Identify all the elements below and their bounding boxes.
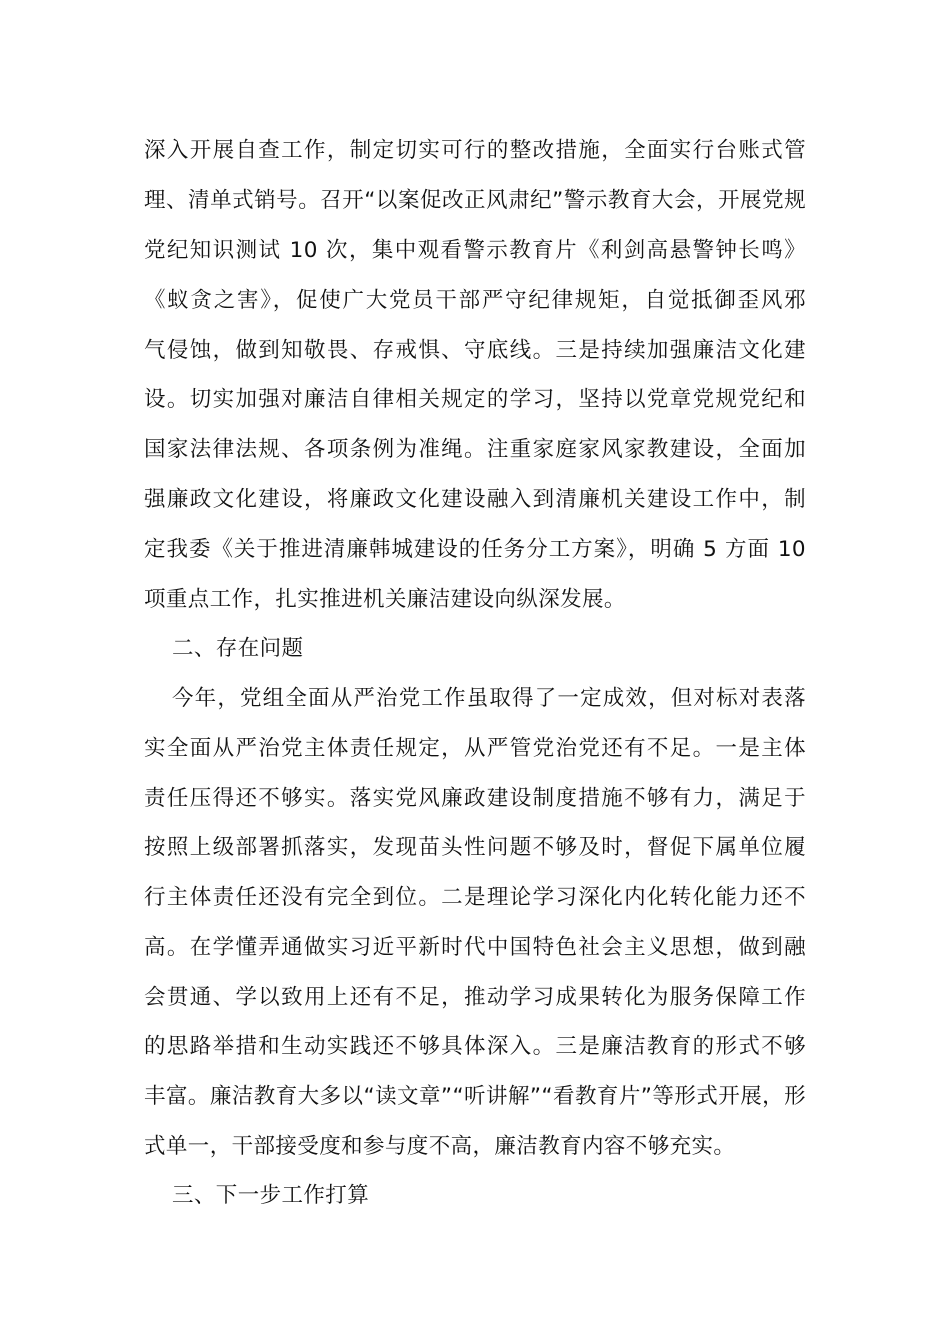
paragraph-line: 项重点工作，扎实推进机关廉洁建设向纵深发展。	[144, 587, 626, 612]
paragraph-line: 会贯通、学以致用上还有不足，推动学习成果转化为服务保障工作	[144, 985, 806, 1010]
paragraph-line: 强廉政文化建设，将廉政文化建设融入到清廉机关建设工作中，制	[144, 487, 806, 512]
paragraph-line: 丰富。廉洁教育大多以“读文章”“听讲解”“看教育片”等形式开展，形	[144, 1084, 806, 1109]
paragraph-line: 的思路举措和生动实践还不够具体深入。三是廉洁教育的形式不够	[144, 1034, 806, 1059]
paragraph-line: 设。切实加强对廉洁自律相关规定的学习，坚持以党章党规党纪和	[144, 387, 806, 412]
paragraph-line: 定我委《关于推进清廉韩城建设的任务分工方案》，明确 5 方面 10	[144, 537, 806, 562]
paragraph-line: 气侵蚀，做到知敬畏、存戒惧、守底线。三是持续加强廉洁文化建	[144, 338, 806, 363]
section-heading: 二、存在问题	[172, 636, 304, 661]
paragraph-line: 按照上级部署抓落实，发现苗头性问题不够及时，督促下属单位履	[144, 835, 806, 860]
paragraph-line: 实全面从严治党主体责任规定，从严管党治党还有不足。一是主体	[144, 736, 806, 761]
paragraph-line: 理、清单式销号。召开“以案促改正风肃纪”警示教育大会，开展党规	[144, 188, 806, 213]
paragraph-line: 责任压得还不够实。落实党风廉政建设制度措施不够有力，满足于	[144, 786, 806, 811]
paragraph-line: 式单一，干部接受度和参与度不高，廉洁教育内容不够充实。	[144, 1134, 736, 1159]
paragraph-line: 党纪知识测试 10 次，集中观看警示教育片《利剑高悬警钟长鸣》	[144, 238, 806, 263]
paragraph-line: 今年，党组全面从严治党工作虽取得了一定成效，但对标对表落	[172, 686, 806, 711]
paragraph-line: 行主体责任还没有完全到位。二是理论学习深化内化转化能力还不	[144, 885, 806, 910]
paragraph-line: 深入开展自查工作，制定切实可行的整改措施，全面实行台账式管	[144, 138, 806, 163]
paragraph-line: 《蚁贪之害》，促使广大党员干部严守纪律规矩，自觉抵御歪风邪	[144, 288, 806, 313]
paragraph-line: 高。在学懂弄通做实习近平新时代中国特色社会主义思想，做到融	[144, 935, 806, 960]
paragraph-line: 国家法律法规、各项条例为准绳。注重家庭家风家教建设，全面加	[144, 437, 806, 462]
section-heading: 三、下一步工作打算	[172, 1183, 370, 1208]
